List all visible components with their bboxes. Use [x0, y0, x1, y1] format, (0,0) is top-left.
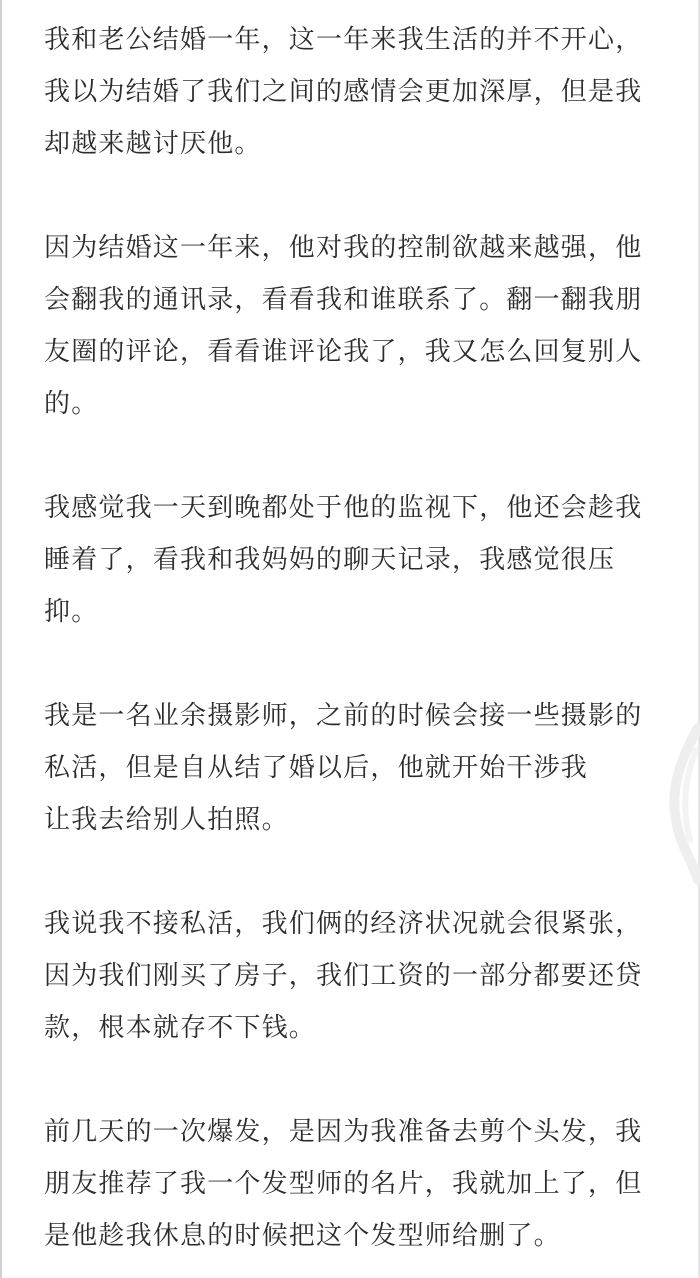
text-line: 我感觉我一天到晚都处于他的监视下，他还会趁我	[44, 493, 643, 523]
article-body	[44, 14, 674, 1262]
paragraph	[44, 1106, 674, 1262]
text-line: 会翻我的通讯录，看看我和谁联系了。翻一翻我朋	[44, 285, 643, 315]
text-line: 是他趁我休息的时候把这个发型师给删了。	[44, 1221, 561, 1251]
text-line: 我以为结婚了我们之间的感情会更加深厚，但是我	[44, 77, 643, 107]
text-line: 让我去给别人拍照。	[44, 805, 289, 835]
text-line: 款，根本就存不下钱。	[44, 1013, 317, 1043]
text-line: 抑。	[44, 597, 99, 627]
text-line: 我说我不接私活，我们俩的经济状况就会很紧张，	[44, 909, 643, 939]
paragraph	[44, 222, 674, 430]
text-line: 睡着了，看我和我妈妈的聊天记录，我感觉很压	[44, 545, 616, 575]
paragraph	[44, 690, 674, 846]
left-border-rule	[0, 0, 2, 1278]
paragraph	[44, 482, 674, 638]
text-line: 朋友推荐了我一个发型师的名片，我就加上了，但	[44, 1169, 643, 1199]
text-line: 我是一名业余摄影师，之前的时候会接一些摄影的	[44, 701, 643, 731]
paragraph	[44, 898, 674, 1054]
text-line: 因为结婚这一年来，他对我的控制欲越来越强，他	[44, 233, 643, 263]
paragraph	[44, 14, 674, 170]
text-line: 却越来越讨厌他。	[44, 129, 262, 159]
text-line: 前几天的一次爆发，是因为我准备去剪个头发，我	[44, 1117, 643, 1147]
text-line: 私活，但是自从结了婚以后，他就开始干涉我	[44, 753, 589, 783]
text-line: 友圈的评论，看看谁评论我了，我又怎么回复别人	[44, 337, 643, 367]
text-line: 我和老公结婚一年，这一年来我生活的并不开心，	[44, 25, 643, 55]
text-line: 的。	[44, 389, 99, 419]
text-line: 因为我们刚买了房子，我们工资的一部分都要还贷	[44, 961, 643, 991]
